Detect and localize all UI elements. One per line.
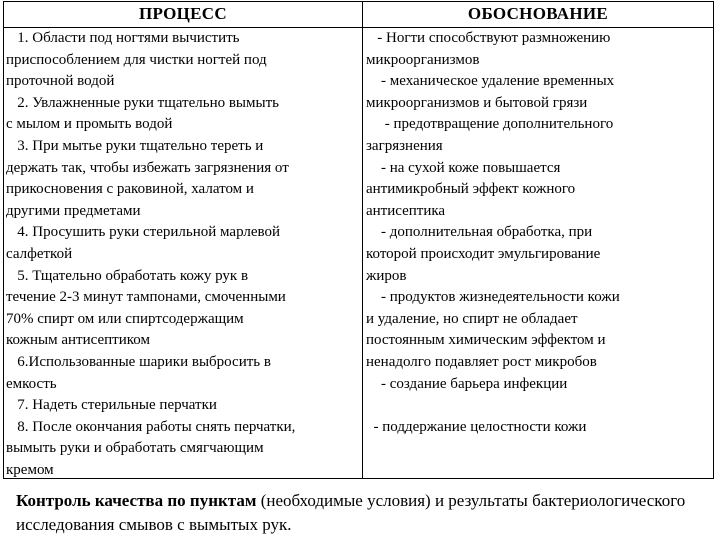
process-line: с мылом и промыть водой: [6, 116, 173, 133]
process-line: другими предметами: [6, 202, 141, 219]
reason-line: антимикробный эффект кожного: [366, 181, 576, 198]
column-divider: [362, 2, 363, 478]
reason-line: постоянным химическим эффектом и: [366, 332, 606, 349]
process-line: проточной водой: [6, 73, 115, 90]
footer-bold: Контроль качества по пунктам: [16, 491, 257, 510]
process-line: 2. Увлажненные руки тщательно вымыть: [6, 94, 279, 111]
process-line: 5. Тщательно обработать кожу рук в: [6, 267, 249, 284]
reason-line: - продуктов жизнедеятельности кожи: [366, 289, 620, 306]
reason-line: загрязнения: [366, 137, 443, 154]
procedure-table: [3, 1, 714, 479]
reason-line: - на сухой коже повышается: [366, 159, 561, 176]
process-line: держать так, чтобы избежать загрязнения от: [6, 159, 289, 176]
reason-column: [366, 28, 710, 438]
process-line: 4. Просушить руки стерильной марлевой: [6, 224, 281, 241]
process-line: вымыть руки и обработать смягчающим: [6, 440, 264, 457]
reason-line: [366, 395, 710, 417]
reason-line: ненадолго подавляет рост микробов: [366, 353, 597, 370]
reason-line: - дополнительная обработка, при: [366, 224, 593, 241]
reason-line: и удаление, но спирт не обладает: [366, 310, 578, 327]
header-reason: ОБОСНОВАНИЕ: [467, 4, 609, 23]
reason-line: которой происходит эмульгирование: [366, 245, 601, 262]
reason-line: антисептика: [366, 202, 446, 219]
process-line: 3. При мытье руки тщательно тереть и: [6, 137, 264, 154]
footer-text: (необходимые условия) и результаты бактериологического исследования смывов с вымытых рук.: [16, 491, 686, 534]
reason-line: - создание барьера инфекции: [366, 375, 568, 392]
quality-control-note: [16, 489, 716, 537]
process-line: емкость: [6, 375, 57, 392]
process-line: 7. Надеть стерильные перчатки: [6, 397, 217, 414]
process-line: приспособлением для чистки ногтей под: [6, 51, 267, 68]
reason-line: микроорганизмов: [366, 51, 480, 68]
reason-line: - механическое удаление временных: [366, 73, 615, 90]
process-line: 8. После окончания работы снять перчатки,: [6, 418, 296, 435]
header-process: ПРОЦЕСС: [139, 4, 227, 23]
process-line: течение 2-3 минут тампонами, смоченными: [6, 289, 286, 306]
reason-line: микроорганизмов и бытовой грязи: [366, 94, 588, 111]
reason-line: - предотвращение дополнительного: [366, 116, 614, 133]
process-line: кожным антисептиком: [6, 332, 150, 349]
process-line: кремом: [6, 461, 54, 478]
process-line: 70% спирт ом или спиртсодержащим: [6, 310, 244, 327]
reason-line: - поддержание целостности кожи: [366, 418, 587, 435]
process-line: 1. Области под ногтями вычистить: [6, 30, 240, 46]
reason-line: жиров: [366, 267, 407, 284]
process-line: прикосновения с раковиной, халатом и: [6, 181, 254, 198]
process-column: [6, 28, 358, 481]
process-line: салфеткой: [6, 245, 73, 262]
process-line: 6.Использованные шарики выбросить в: [6, 353, 271, 370]
reason-line: - Ногти способствуют размножению: [366, 30, 611, 46]
